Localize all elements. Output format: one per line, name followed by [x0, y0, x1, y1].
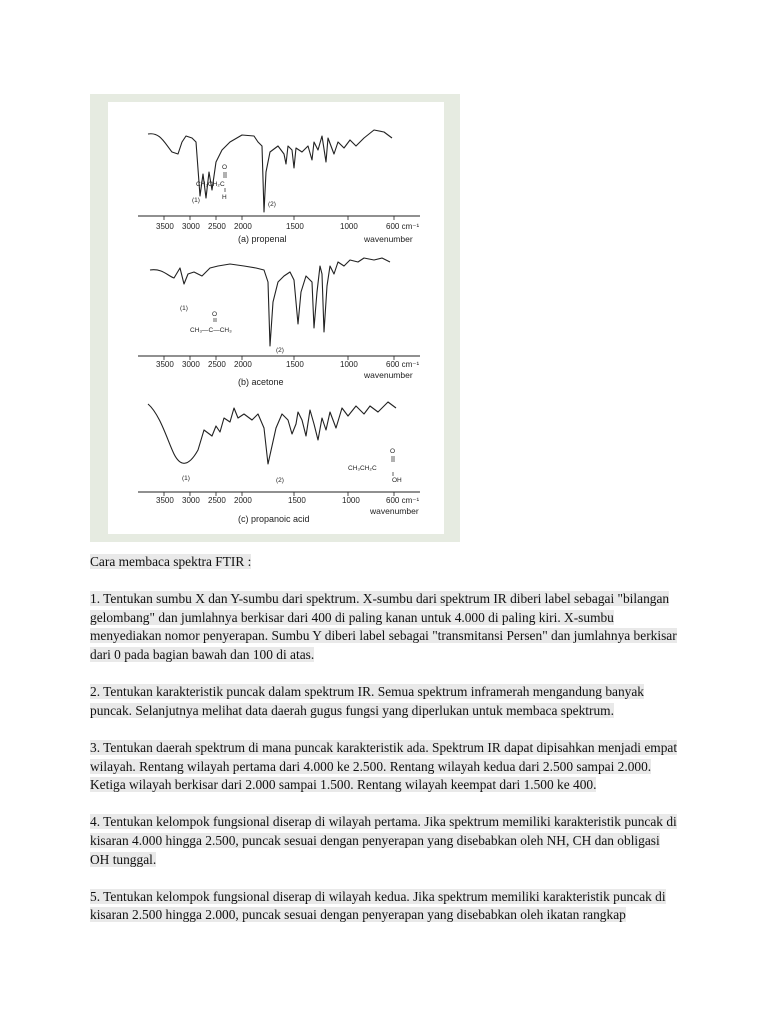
paragraph-text: 3. Tentukan daerah spektrum di mana puncak karakteristik ada. Spektrum IR dapat dipisahkan menjadi empat wilayah. Rentang wilayah pertama dari 4.000 ke 2.500. Rentang wilayah kedua dari 2.500 sampai 2.000. Ketiga wilayah berkisar dari 2.000 sampai 1.500. Rentang wilayah keempat dari 1.500 ke 400.: [90, 739, 678, 793]
tick-label: 3000: [182, 496, 200, 505]
molecule-substituent: OH: [392, 477, 402, 484]
paragraph-step-1: [90, 590, 680, 664]
axis-label: wavenumber: [370, 506, 419, 516]
acid-carbonyl-bonds: [392, 456, 394, 476]
molecule-formula: CH₃—C—CH₃: [190, 327, 232, 334]
paragraph-text: 2. Tentukan karakteristik puncak dalam spektrum IR. Semua spektrum inframerah mengandung banyak puncak. Selanjutnya melihat data daerah gugus fungsi yang diperlukan untuk membaca spektrum.: [90, 684, 644, 718]
tick-label: 2000: [234, 360, 252, 369]
spectrum-c-labels: [156, 448, 419, 524]
tick-label: 1000: [342, 496, 360, 505]
heading-text: Cara membaca spektra FTIR :: [90, 554, 252, 569]
molecule-oxygen: O: [390, 448, 396, 455]
paragraph-step-4: [90, 813, 680, 869]
tick-label: 3500: [156, 360, 174, 369]
tick-label: 2500: [208, 222, 226, 231]
tick-label: 2000: [234, 222, 252, 231]
ir-spectra-svg: [108, 102, 444, 534]
molecule-formula: CH₃CH₂C: [348, 465, 377, 472]
tick-label: 600 cm⁻¹: [386, 496, 420, 505]
spectrum-caption: (c) propanoic acid: [238, 514, 310, 524]
tick-label: 2500: [208, 496, 226, 505]
tick-label: 1000: [340, 360, 358, 369]
paragraph-step-5: [90, 888, 680, 925]
spectrum-caption: (a) propenal: [238, 234, 287, 244]
peak-label: (1): [180, 305, 188, 312]
tick-label: 600 cm⁻¹: [386, 222, 420, 231]
tick-label: 2500: [208, 360, 226, 369]
peak-label: (2): [276, 347, 284, 354]
peak-label: (2): [276, 477, 284, 484]
paragraph-step-3: [90, 739, 680, 795]
ir-spectra-figure: [108, 102, 444, 534]
paragraph-text: 5. Tentukan kelompok fungsional diserap di wilayah kedua. Jika spektrum memiliki karakteristik puncak di kisaran 2.500 hingga 2.000, puncak sesuai dengan penyerapan yang disebabkan oleh ikatan rangkap: [90, 888, 666, 923]
molecule-formula: CH₃CH₂C: [196, 181, 225, 188]
tick-label: 1500: [286, 360, 304, 369]
axis-label: wavenumber: [364, 370, 413, 380]
spectrum-b-labels: [156, 305, 419, 387]
section-heading: [90, 553, 680, 572]
tick-label: 3500: [156, 496, 174, 505]
figure-frame: [90, 94, 460, 542]
peak-label: (1): [182, 475, 190, 482]
tick-label: 3000: [182, 222, 200, 231]
tick-label: 1500: [288, 496, 306, 505]
spectrum-b-trace: [150, 258, 390, 346]
molecule-oxygen: O: [212, 311, 218, 318]
paragraph-text: 1. Tentukan sumbu X dan Y-sumbu dari spektrum. X-sumbu dari spektrum IR diberi label sebagai "bilangan gelombang" dan jumlahnya berkisar dari 400 di paling kanan untuk 4.000 di paling kiri. X-sumbu menyediakan nomor penyerapan. Sumbu Y diberi label sebagai "transmitansi Persen" dan jumlahnya berkisar dari 0 pada bagian bawah dan 100 di atas.: [90, 591, 677, 662]
spectrum-caption: (b) acetone: [238, 377, 284, 387]
axis-label: wavenumber: [364, 234, 413, 244]
document-body: [90, 553, 680, 943]
tick-label: 3500: [156, 222, 174, 231]
tick-label: 600 cm⁻¹: [386, 360, 420, 369]
paragraph-step-2: [90, 683, 680, 720]
tick-label: 1000: [340, 222, 358, 231]
peak-label: (1): [192, 197, 200, 204]
spectrum-c-trace: [148, 402, 396, 464]
tick-label: 2000: [234, 496, 252, 505]
molecule-oxygen: O: [222, 164, 228, 171]
molecule-substituent: H: [222, 194, 227, 201]
tick-label: 3000: [182, 360, 200, 369]
paragraph-text: 4. Tentukan kelompok fungsional diserap di wilayah pertama. Jika spektrum memiliki karakteristik puncak di kisaran 4.000 hingga 2.500, puncak sesuai dengan penyerapan yang disebabkan oleh NH, CH dan obligasi OH tunggal.: [90, 814, 677, 867]
spectrum-a-trace: [148, 130, 392, 212]
acetone-carbonyl-bonds: [214, 318, 216, 322]
tick-label: 1500: [286, 222, 304, 231]
spectrum-a-labels: [156, 164, 419, 244]
peak-label: (2): [268, 201, 276, 208]
